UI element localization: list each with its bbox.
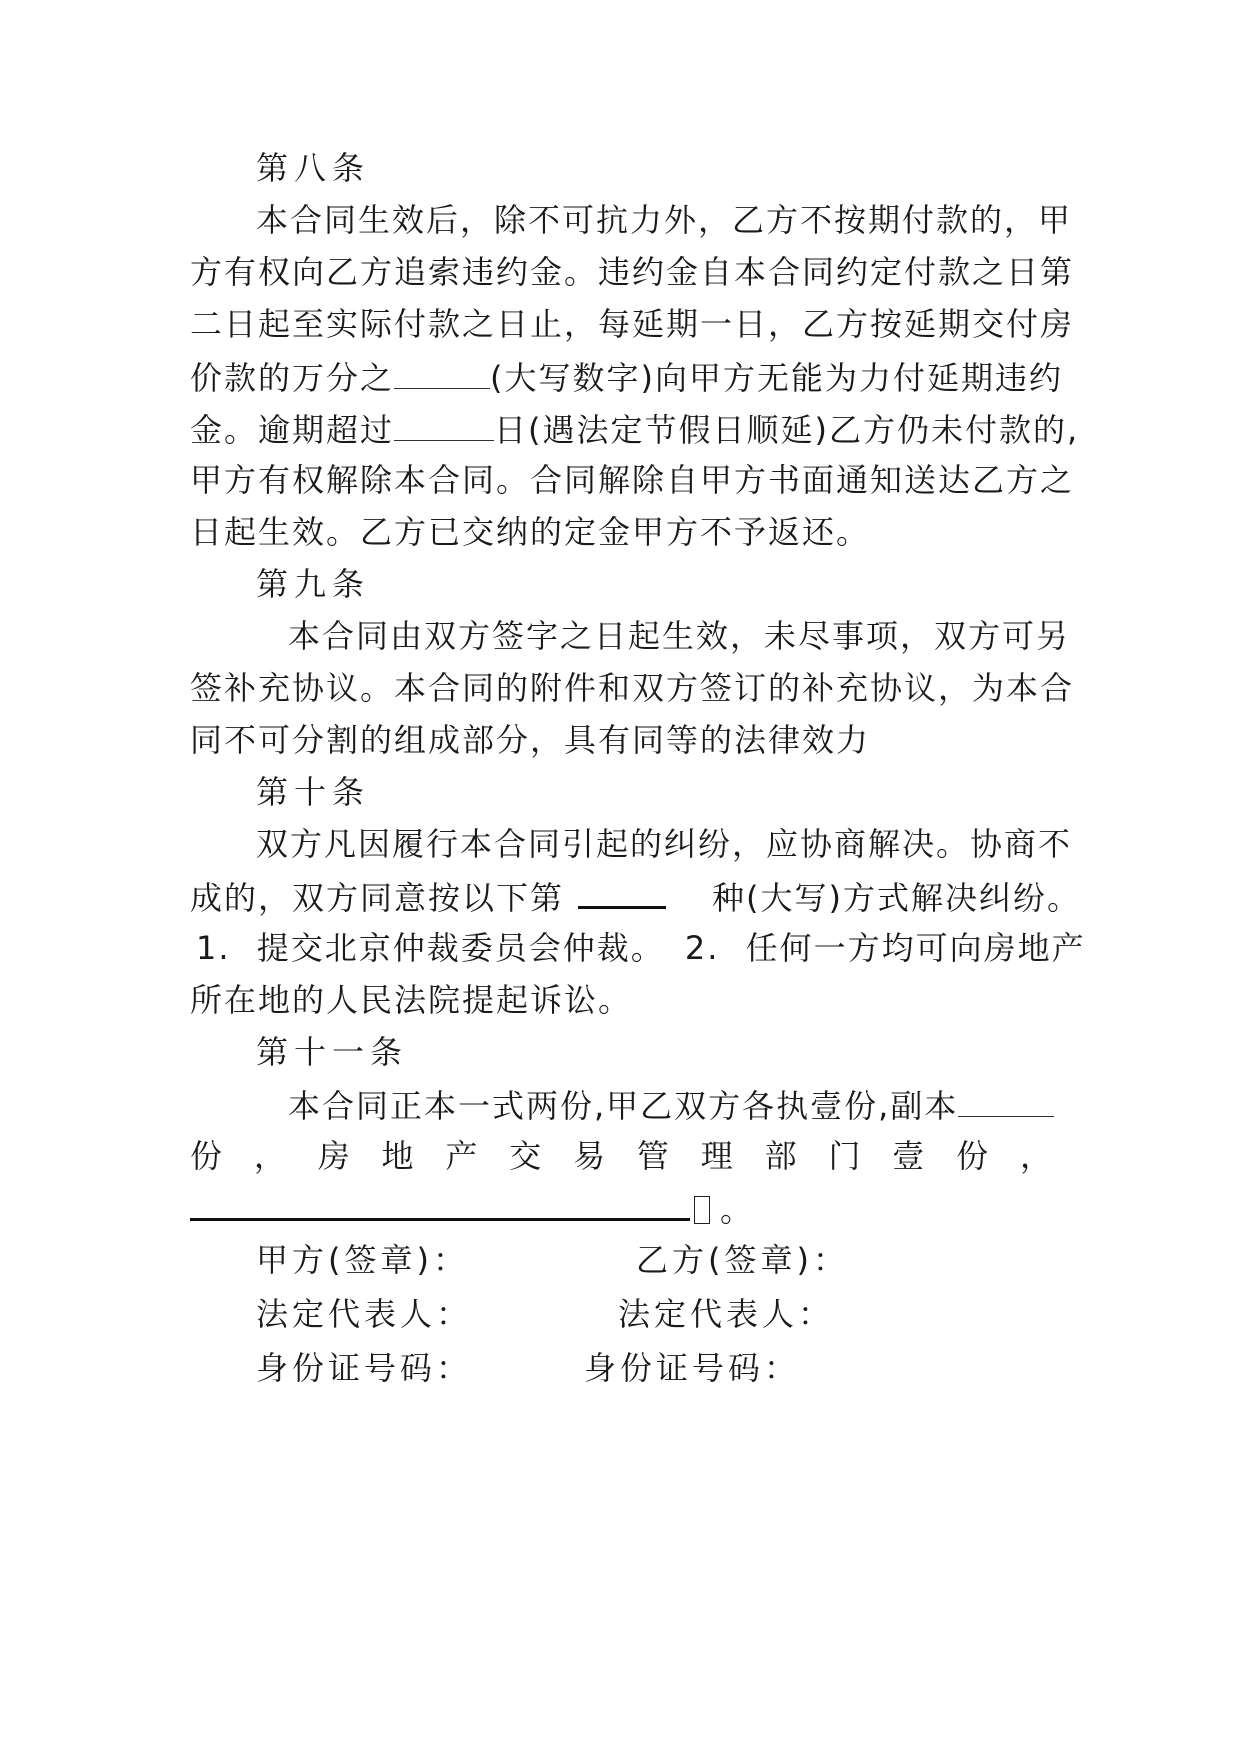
article-8-line-1: 本合同生效后，除不可抗力外，乙方不按期付款的，甲 [256, 201, 1073, 239]
article-10-line-2-text-b: 种(大写)方式解决纠纷。 [712, 879, 1081, 917]
article-10-line-3 [196, 928, 1086, 968]
party-a-representative-label: 法定代表人： [256, 1295, 473, 1333]
article-8-line-6: 甲方有权解除本合同。合同解除自甲方书面通知送达乙方之 [190, 461, 1075, 499]
article-9-title: 第九条 [256, 565, 371, 603]
days-blank [394, 408, 494, 441]
article-8-line-3: 二日起至实际付款之日止，每延期一日，乙方按延期交付房 [190, 305, 1075, 343]
party-b-id-label: 身份证号码： [584, 1349, 801, 1387]
article-8-title: 第八条 [256, 149, 371, 187]
article-10-line-1: 双方凡因履行本合同引起的纠纷，应协商解决。协商不 [256, 825, 1073, 863]
article-11-line-3 [190, 1188, 1054, 1230]
article-11-line-2: 份，房地产交易管理部门壹份， [190, 1137, 1054, 1175]
article-11-line-3-end: 。 [720, 1191, 753, 1229]
article-8-line-2: 方有权向乙方追索违约金。违约金自本合同约定付款之日第 [190, 253, 1075, 291]
article-10-line-2 [190, 876, 1081, 918]
checkbox-glyph [694, 1196, 710, 1224]
option-1-text: 提交北京仲裁委员会仲裁。 [256, 929, 665, 967]
article-11-line-1 [288, 1084, 1152, 1126]
party-b-seal-label: 乙方(签章)： [636, 1241, 849, 1279]
method-blank [578, 876, 666, 909]
article-8-line-7: 日起生效。乙方已交纳的定金甲方不予返还。 [190, 513, 871, 551]
copies-blank [958, 1084, 1054, 1117]
article-11-title: 第十一条 [256, 1033, 409, 1071]
article-10-line-4: 所在地的人民法院提起诉讼。 [190, 981, 633, 1019]
article-8-line-4-text-a: 价款的万分之 [190, 359, 395, 397]
option-1-number: 1. [196, 929, 231, 967]
article-10-title: 第十条 [256, 773, 371, 811]
article-8-line-5-text-a: 金。逾期超过 [190, 411, 395, 449]
long-blank [190, 1188, 690, 1221]
article-10-line-2-text-a: 成的，双方同意按以下第 [190, 879, 565, 917]
party-b-representative-label: 法定代表人： [618, 1295, 835, 1333]
article-9-line-1: 本合同由双方签字之日起生效，未尽事项，双方可另 [288, 617, 1071, 655]
ratio-blank [394, 356, 490, 389]
article-8-line-4 [190, 356, 1063, 398]
party-a-id-label: 身份证号码： [256, 1349, 473, 1387]
article-9-line-2: 签补充协议。本合同的附件和双方签订的补充协议，为本合 [190, 669, 1075, 707]
article-8-line-4-text-b: (大写数字)向甲方无能为力付延期违约 [490, 359, 1063, 397]
party-a-seal-label: 甲方(签章)： [256, 1241, 469, 1279]
article-9-line-3: 同不可分割的组成部分，具有同等的法律效力 [190, 721, 871, 759]
option-2-text: 任何一方均可向房地产 [745, 929, 1086, 967]
article-8-line-5 [190, 408, 1080, 450]
article-8-line-5-text-b: 日(遇法定节假日顺延)乙方仍未付款的, [494, 411, 1080, 449]
article-11-line-1-text: 本合同正本一式两份,甲乙双方各执壹份,副本 [288, 1087, 959, 1125]
option-2-number: 2. [684, 929, 720, 967]
